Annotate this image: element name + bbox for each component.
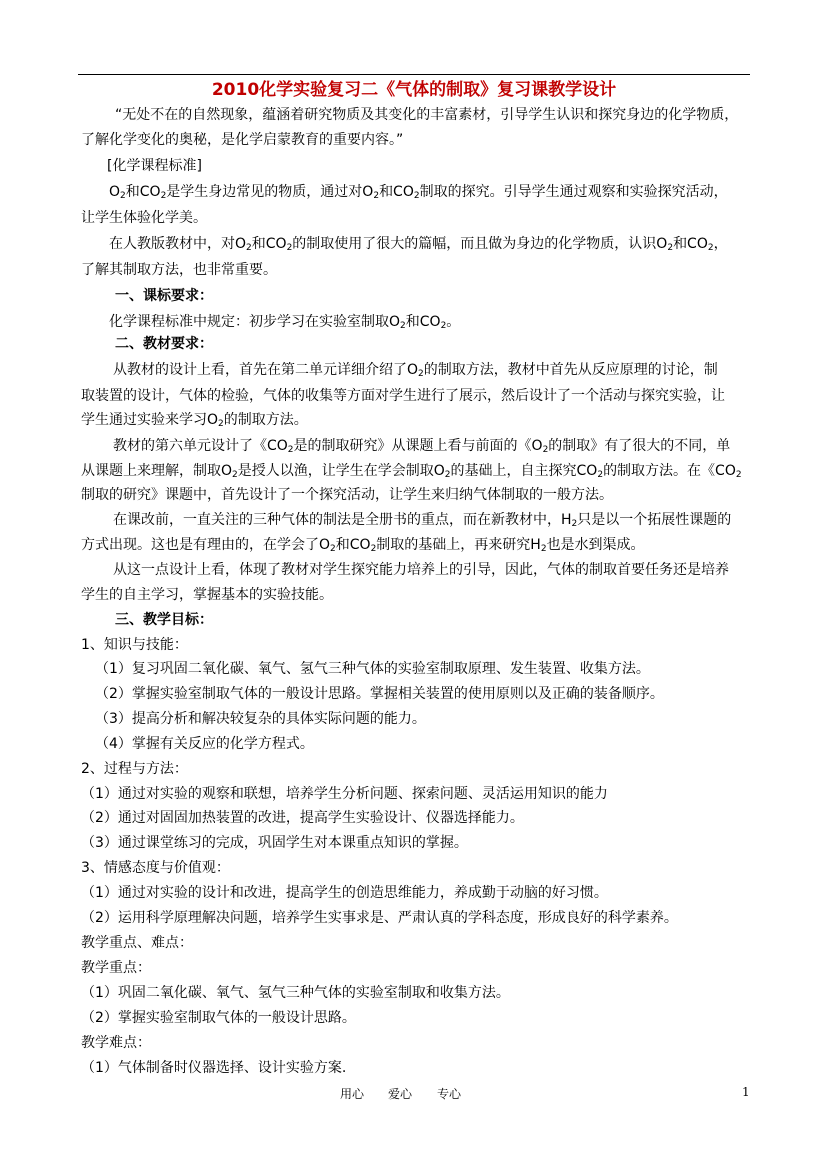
subsection-heading: 教学重点： [81,960,151,976]
paragraph-line: 学生的自主学习，掌握基本的实验技能。 [81,587,333,603]
list-item: （2）运用科学原理解决问题，培养学生实事求是、严肃认真的学科态度，形成良好的科学素养。 [81,910,678,926]
section-label: [化学课程标准] [107,158,202,174]
subsection-heading: 教学难点： [81,1035,151,1051]
section-heading: 三、教学目标： [115,612,213,628]
paragraph-line: 从课题上来理解，制取$O_2$是授人以渔，让学生在学会制取$O_2$的基础上，自主探究$CO_2$的制取方法。在《$CO_2$ [81,463,742,480]
subsection-heading: 教学重点、难点： [81,935,193,951]
list-item: （1）复习巩固二氧化碳、氧气、氢气三种气体的实验室制取原理、发生装置、收集方法。 [95,661,650,677]
list-item: （3）提高分析和解决较复杂的具体实际问题的能力。 [95,711,426,727]
paragraph-line: 制取的研究》课题中，首先设计了一个探究活动，让学生来归纳气体制取的一般方法。 [81,487,613,503]
list-item: （2）通过对固固加热装置的改进，提高学生实验设计、仪器选择能力。 [81,810,524,826]
subsection-heading: 2、过程与方法： [81,761,188,777]
page-number: 1 [742,1085,750,1099]
paragraph-line: 学生通过实验来学习$O_2$的制取方法。 [81,412,308,429]
section-heading: 一、课标要求： [115,288,213,304]
subsection-heading: 1、知识与技能： [81,637,188,653]
paragraph-line: $O_2$和$CO_2$是学生身边常见的物质，通过对$O_2$和$CO_2$制取的探究。引导学生通过观察和实验探究活动， [109,184,728,201]
list-item: （4）掌握有关反应的化学方程式。 [95,736,314,752]
section-heading: 二、教材要求： [115,336,213,352]
footer-slogan: 专心 [437,1087,462,1101]
list-item: （1）巩固二氧化碳、氧气、氢气三种气体的实验室制取和收集方法。 [81,985,510,1001]
list-item: （2）掌握实验室制取气体的一般设计思路。掌握相关装置的使用原则以及正确的装备顺序。 [95,686,664,702]
list-item: （1）通过对实验的设计和改进，提高学生的创造思维能力，养成勤于动脑的好习惯。 [81,885,608,901]
list-item: （1）通过对实验的观察和联想，培养学生分析问题、探索问题、灵活运用知识的能力 [81,786,608,802]
document-title: 2010化学实验复习二《气体的制取》复习课教学设计 [211,80,617,100]
subsection-heading: 3、情感态度与价值观： [81,860,230,876]
paragraph-line: 化学课程标准中规定：初步学习在实验室制取$O_2$和$CO_2$。 [109,314,461,331]
paragraph-line: 了解其制取方法，也非常重要。 [81,262,277,278]
paragraph-line: 让学生体验化学美。 [81,210,207,226]
paragraph-line: 取装置的设计，气体的检验，气体的收集等方面对学生进行了展示，然后设计了一个活动与探究实验，让 [81,388,725,404]
paragraph-line: 从教材的设计上看，首先在第二单元详细介绍了$O_2$的制取方法，教材中首先从反应原理的讨论，制 [113,362,718,379]
paragraph-line: 在人教版教材中，对$O_2$和$CO_2$的制取使用了很大的篇幅，而且做为身边的化学物质，认识$O_2$和$CO_2$， [109,236,728,253]
list-item: （2）掌握实验室制取气体的一般设计思路。 [81,1010,356,1026]
footer-slogan: 用心 [340,1087,365,1101]
list-item: （1）气体制备时仪器选择、设计实验方案. [81,1060,347,1076]
list-item: （3）通过课堂练习的完成，巩固学生对本课重点知识的掌握。 [81,835,468,851]
paragraph-line: 方式出现。这也是有理由的，在学会了$O_2$和$CO_2$制取的基础上，再来研究$H_2$也是水到渠成。 [81,537,645,554]
paragraph-line: 教材的第六单元设计了《$CO_2$是的制取研究》从课题上看与前面的《$O_2$的制取》有了很大的不同，单 [113,438,731,455]
footer-slogan: 爱心 [388,1087,413,1101]
paragraph-line: 了解化学变化的奥秘，是化学启蒙教育的重要内容。” [81,132,404,148]
paragraph-line: 在课改前，一直关注的三种气体的制法是全册书的重点，而在新教材中，$H_2$只是以一个拓展性课题的 [113,512,732,529]
paragraph-line: “无处不在的自然现象，蕴涵着研究物质及其变化的丰富素材，引导学生认识和探究身边的化学物质， [115,107,739,123]
header-rule [78,74,750,75]
paragraph-line: 从这一点设计上看，体现了教材对学生探究能力培养上的引导，因此，气体的制取首要任务还是培养 [113,562,729,578]
